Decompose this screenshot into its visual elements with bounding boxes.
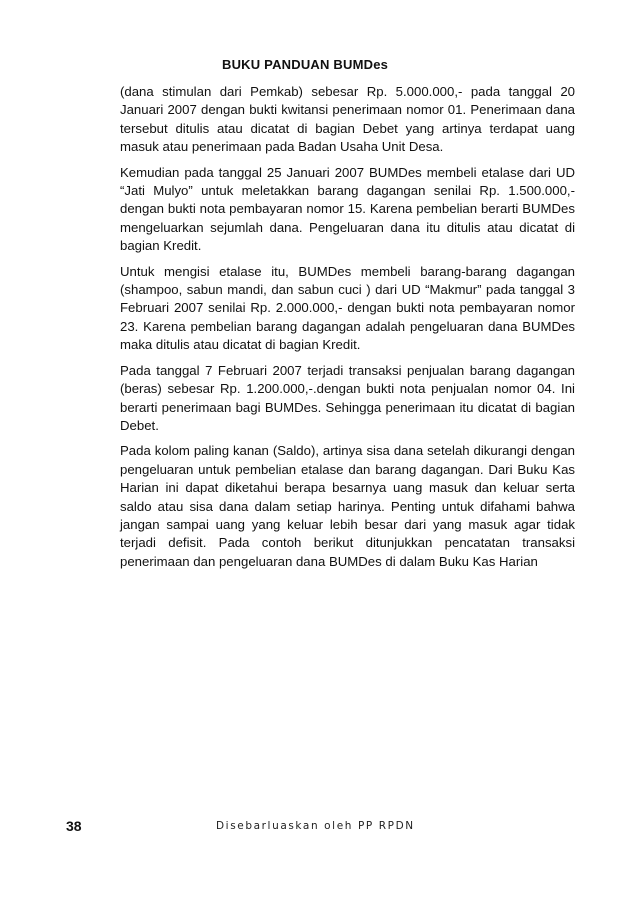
paragraph-1: (dana stimulan dari Pemkab) sebesar Rp. 5.000.000,- pada tanggal 20 Januari 2007 dengan bukti kwitansi penerimaan nomor 01. Penerimaan dana tersebut ditulis atau dicatat di bagian Debet yang artinya terdapat uang masuk atau penerimaan pada Badan Usaha Unit Desa. bbox=[120, 84, 575, 155]
paragraph-5: Pada kolom paling kanan (Saldo), artinya sisa dana setelah dikurangi dengan pengeluaran untuk pembelian etalase dan barang dagangan. Dari Buku Kas Harian ini dapat diketahui berapa besarnya uang masuk dan keluar serta saldo atau sisa dana dalam setiap harinya. Penting untuk difahami bahwa jangan sampai uang yang keluar lebih besar dari yang masuk agar tidak terjadi defisit. Pada contoh berikut ditunjukkan pencatatan transaksi penerimaan dan pengeluaran dana BUMDes di dalam Buku Kas Harian bbox=[120, 443, 575, 569]
page-header bbox=[0, 57, 638, 72]
page-title: BUKU PANDUAN BUMDes bbox=[222, 57, 389, 72]
paragraph-2: Kemudian pada tanggal 25 Januari 2007 BUMDes membeli etalase dari UD “Jati Mulyo” untuk meletakkan barang dagangan senilai Rp. 1.500.000,- dengan bukti nota pembayaran nomor 15. Karena pembelian berarti BUMDes mengeluarkan sejumlah dana. Pengeluaran dana itu ditulis atau dicatat di bagian Kredit. bbox=[120, 164, 575, 254]
paragraph-4: Pada tanggal 7 Februari 2007 terjadi transaksi penjualan barang dagangan (beras) sebesar Rp. 1.200.000,-.dengan bukti nota penjualan nomor 04. Ini berarti penerimaan bagi BUMDes. Sehingga penerimaan itu dicatat di bagian Debet. bbox=[120, 362, 575, 433]
paragraph-3: Untuk mengisi etalase itu, BUMDes membeli barang-barang dagangan (shampoo, sabun mandi, dan sabun cuci ) dari UD “Makmur” pada tanggal 3 Februari 2007 senilai Rp. 2.000.000,- dengan bukti nota pembayaran nomor 23. Karena pembelian barang dagangan adalah pengeluaran dana BUMDes maka ditulis atau dicatat di bagian Kredit. bbox=[120, 263, 575, 353]
page-number: 38 bbox=[66, 818, 82, 834]
footer-distribution-note: Disebarluaskan oleh PP RPDN bbox=[216, 820, 415, 832]
body-text bbox=[120, 83, 575, 578]
